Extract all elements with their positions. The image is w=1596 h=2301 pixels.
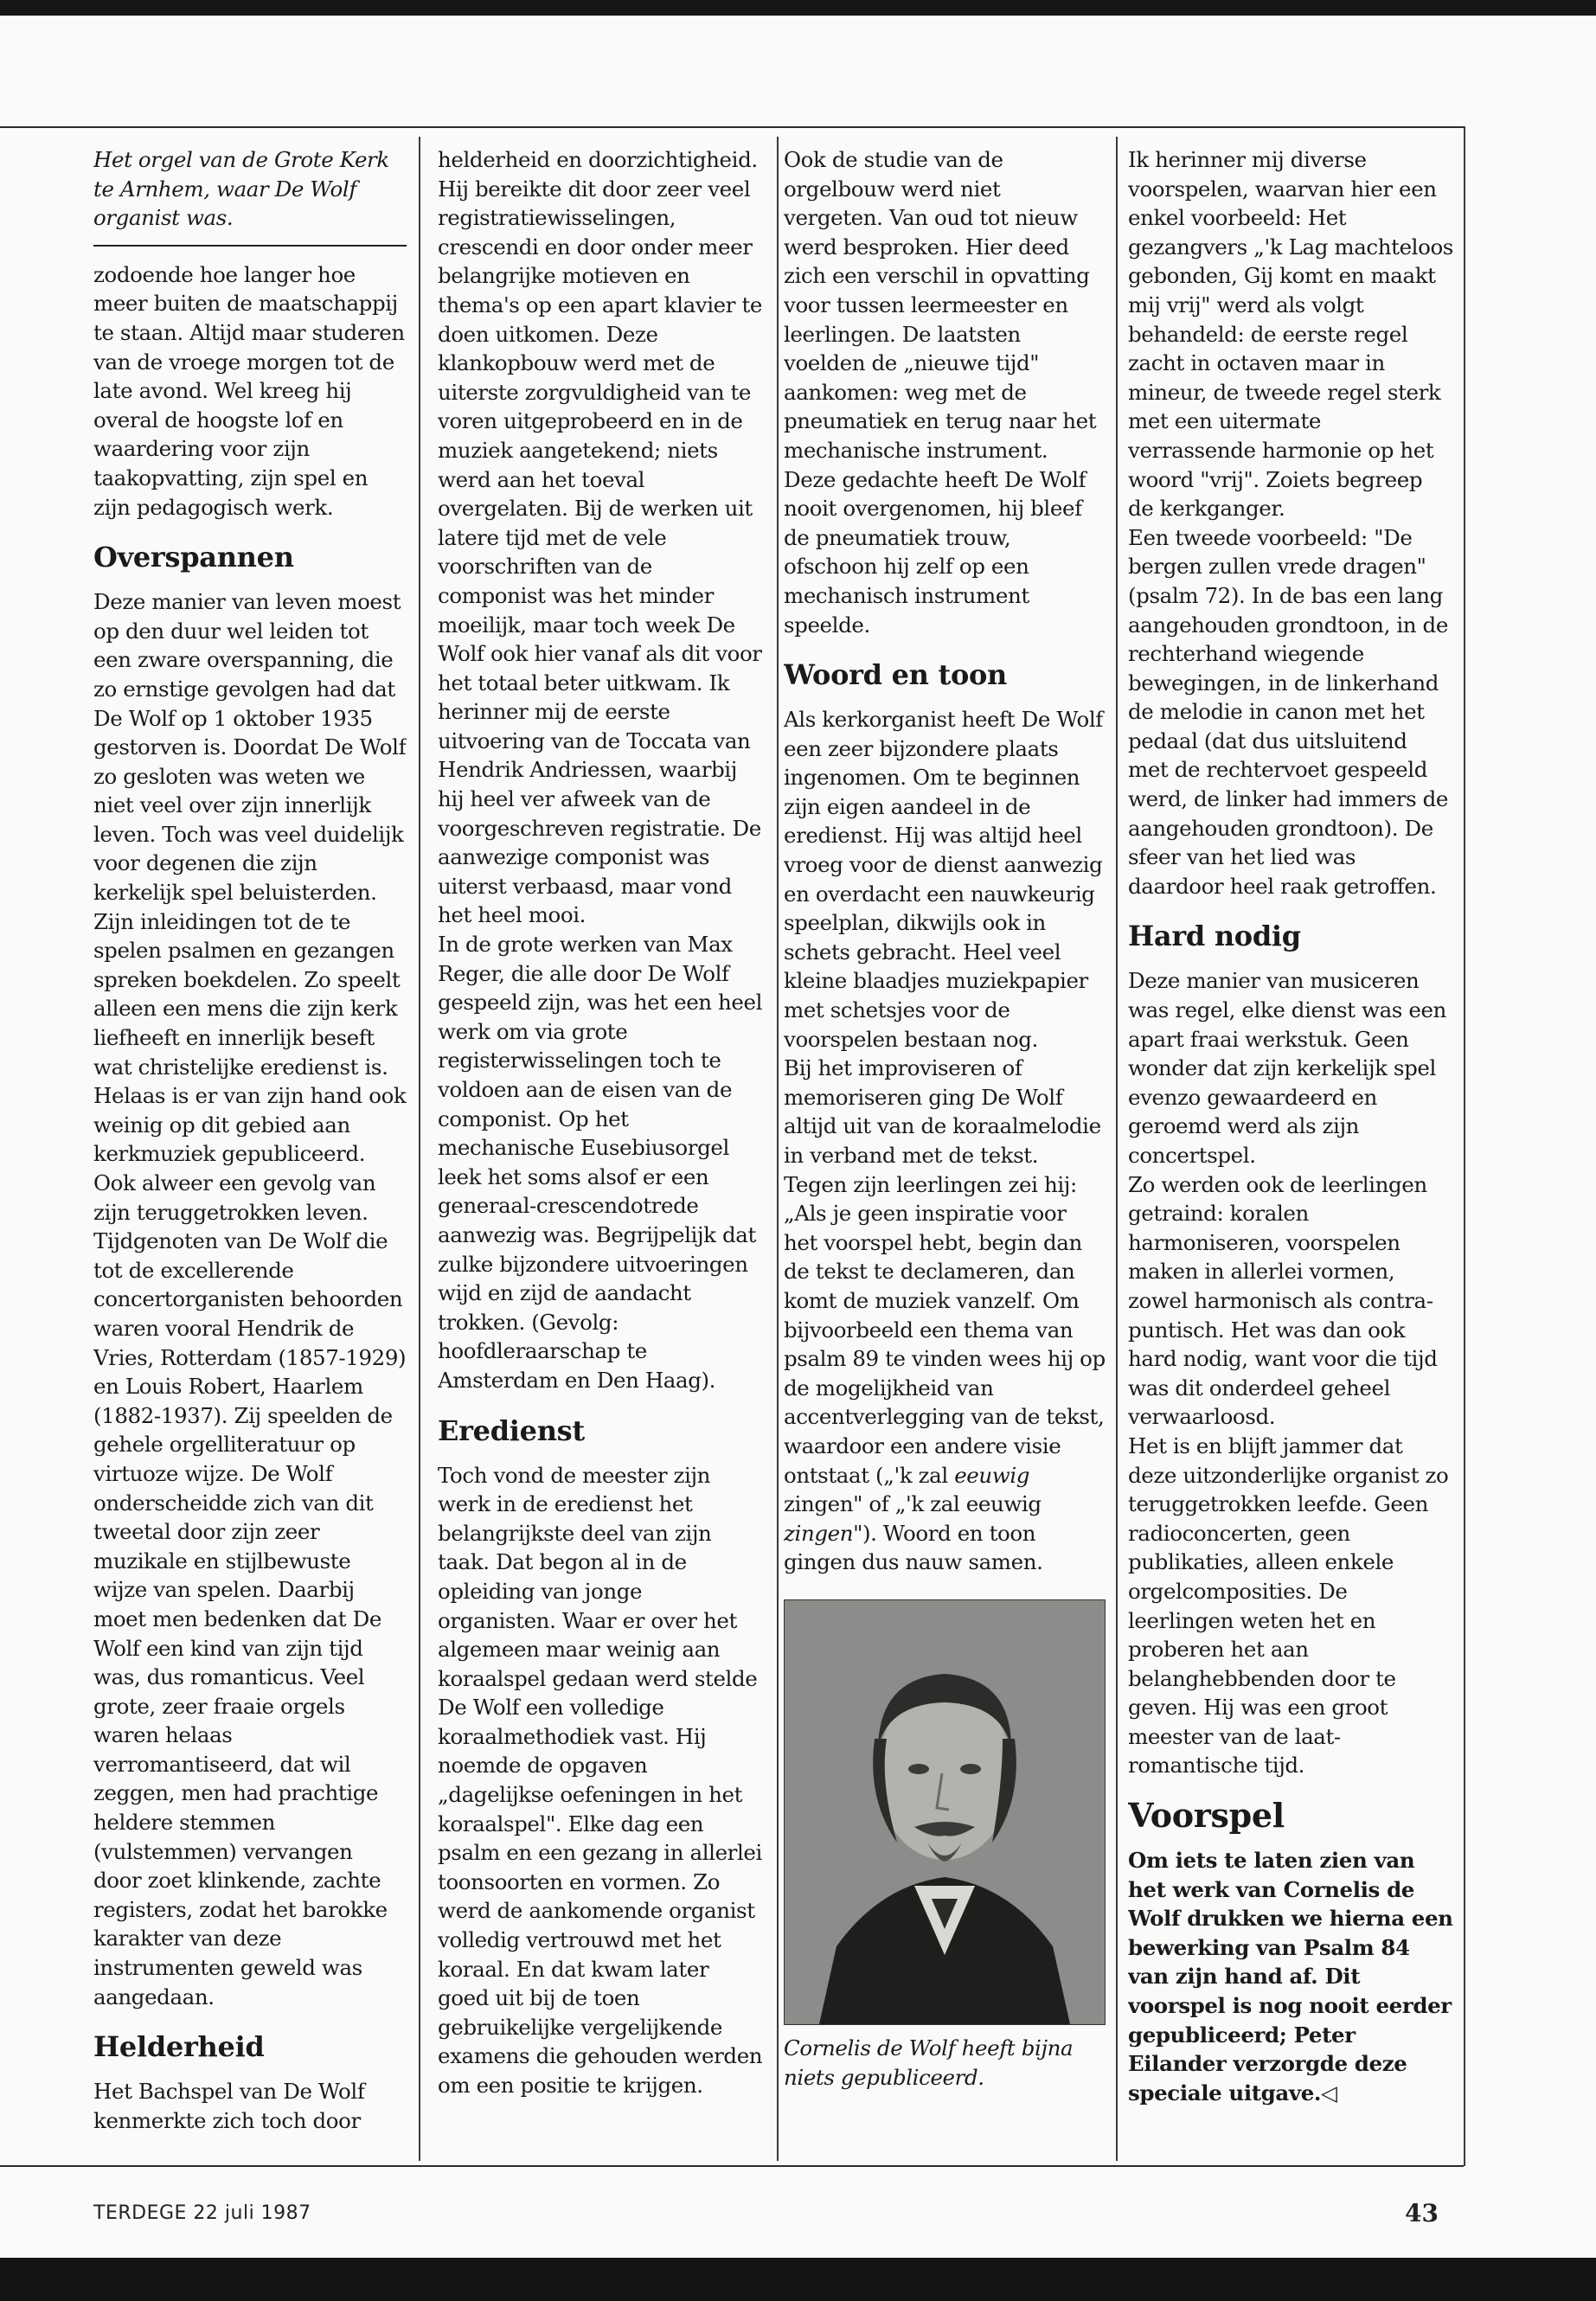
paragraph: Zo werden ook de leerlingen getraind: koralen harmoniseren, voorspelen maken in allerlei vormen, zowel harmonisch als contra-puntisch. Het was dan ook hard nodig, want voor die tijd was dit onderdeel geheel verwaarloosd. [1128, 1171, 1438, 1430]
paragraph-text: "). Woord en toon gingen dus nauw samen. [784, 1520, 1043, 1575]
paragraph: helderheid en doorzichtigheid. Hij bereikte dit door zeer veel registratiewisselingen, crescendi en door onder meer belangrijke motieven en thema's op een apart klavier te doen uitkomen. Deze klankopbouw werd met de uiterste zorgvuldigheid van te voren uitgeprobeerd en in de muziek aangetekend; niets werd aan het toeval overgelaten. Bij de werken uit latere tijd met de vele voorschriften van de componist was het minder moeilijk, maar toch week De Wolf ook hier vanaf als dit voor het totaal beter uitkwam. Ik herinner mij de eerste uitvoering van de Toccata van Hendrik Andriessen, waarbij hij heel ver afweek van de voorgeschreven registratie. De aanwezige componist was uiterst verbaasd, maar vond het heel mooi. [438, 147, 762, 928]
paragraph-text: Om iets te laten zien van het werk van Cornelis de Wolf drukken we hierna een bewerking van Psalm 84 van zijn hand af. Dit voorspel is nog nooit eerder gepubliceerd; Peter Eilander verzorgde deze speciale uitgave. [1128, 1848, 1453, 2106]
paragraph-text: Bij het improviseren of memoriseren ging De Wolf altijd uit van de koraalmelodie in verband met de tekst. Tegen zijn leerlingen zei hij: „Als je geen inspiratie voor het voorspel hebt, begin dan de tekst te declameren, dan komt de muziek vanzelf. Om bijvoorbeeld een thema van psalm 89 te vinden wees hij op de mogelijkheid van accentverlegging van de tekst, waardoor een andere visie ontstaat („'k zal [784, 1055, 1106, 1488]
footer-publication: TERDEGE 22 juli 1987 [93, 2202, 311, 2224]
article-column-2 [438, 145, 765, 2152]
paragraph: Ook de studie van de orgelbouw werd niet vergeten. Van oud tot nieuw werd besproken. Hier deed zich een verschil in opvatting voor tussen leermeester en leerlingen. De laatsten voelden de „nieuwe tijd" aankomen: weg met de pneumatiek en terug naar het mechanische instrument. Deze gedachte heeft De Wolf nooit overgenomen, hij bleef de pneumatiek trouw, ofschoon hij zelf op een mechanisch instrument speelde. [784, 147, 1097, 638]
paragraph: Het is en blijft jammer dat deze uitzonderlijke organist zo teruggetrokken leefde. Geen radioconcerten, geen publikaties, alleen enkele orgelcomposities. De leerlingen weten het en proberen het aan belanghebbenden door te geven. Hij was een groot meester van de laat-romantische tijd. [1128, 1433, 1449, 1779]
subheading-hard-nodig: Hard nodig [1128, 920, 1301, 953]
article-column-3 [784, 145, 1106, 2152]
end-mark-icon: ◁ [1321, 2080, 1337, 2106]
paragraph: Tijdgenoten van De Wolf die tot de excellerende concertorganisten behoorden waren vooral Hendrik de Vries, Rotterdam (1857-1929) en Louis Robert, Haarlem (1882-1937). Zij speelden de gehele orgelliteratuur op virtuoze wijze. De Wolf onderscheidde zich van dit tweetal door zijn zeer muzikale en stijlbewuste wijze van spelen. Daarbij moet men bedenken dat De Wolf een kind van zijn tijd was, dus romanticus. Veel grote, zeer fraaie orgels waren helaas verromantiseerd, dat wil zeggen, men had prachtige heldere stemmen (vulstemmen) vervangen door zoet klinkende, zachte registers, zodat het barokke karakter van deze instrumenten geweld was aangedaan. [93, 1228, 407, 2009]
subheading-overspannen: Overspannen [93, 541, 294, 574]
closing-paragraph [1128, 1846, 1453, 2107]
bottom-edge-bar [0, 2258, 1596, 2301]
article-column-1 [93, 145, 407, 2152]
subheading-woord-en-toon: Woord en toon [784, 658, 1007, 692]
portrait-illustration [785, 1600, 1105, 2024]
paragraph: Ik herinner mij diverse voorspelen, waarvan hier een enkel voorbeeld: Het gezangvers „'k Lag machteloos gebonden, Gij komt en maakt mij vrij" werd als volgt behandeld: de eerste regel zacht in octaven maar in mineur, de tweede regel sterk met een uitermate verrassende harmonie op het woord "vrij". Zoiets begreep de kerkganger. [1128, 147, 1453, 522]
column-rule-3 [1116, 137, 1118, 2161]
paragraph-text: zingen" of „'k zal eeuwig [784, 1491, 1042, 1517]
portrait-photo [784, 1599, 1106, 2025]
paragraph: Toch vond de meester zijn werk in de eredienst het belangrijkste deel van zijn taak. Dat begon al in de opleiding van jonge organisten. Waar er over het algemeen maar weinig aan koraalspel gedaan werd stelde De Wolf een volledige koraalmethodiek vast. Hij noemde de opgaven „dagelijkse oefeningen in het koraalspel". Elke dag een psalm en een gezang in allerlei toonsoorten en vormen. Zo werd de aankomende organist volledig vertrouwd met het koraal. En dat kwam later goed uit bij de toen gebruikelijke vergelijkende examens die gehouden werden om een positie te krijgen. [438, 1462, 763, 2098]
paragraph: zodoende hoe langer hoe meer buiten de maatschappij te staan. Altijd maar studeren van de vroege morgen tot de late avond. Wel kreeg hij overal de hoogste lof en waardering voor zijn taakopvatting, zijn spel en zijn pedagogisch werk. [93, 261, 405, 520]
emphasis: eeuwig [954, 1462, 1030, 1488]
emphasis: zingen [784, 1520, 854, 1546]
paragraph: In de grote werken van Max Reger, die alle door De Wolf gespeeld zijn, was het een heel werk om via grote registerwisselingen toch te voldoen aan de eisen van de componist. Op het mechanische Eusebiusorgel leek het soms alsof er een generaal-crescendotrede aanwezig was. Begrijpelijk dat zulke bijzondere uitvoeringen wijd en zijd de aandacht trokken. (Gevolg: hoofdleraarschap te Amsterdam en Den Haag). [438, 932, 763, 1393]
article-column-4 [1128, 145, 1453, 2152]
column-rule-2 [777, 137, 779, 2161]
subheading-helderheid: Helderheid [93, 2030, 265, 2064]
column-rule-1 [419, 137, 420, 2161]
paragraph: Het Bachspel van De Wolf kenmerkte zich toch door [93, 2079, 365, 2133]
top-edge-bar [0, 0, 1596, 16]
top-page-rule [0, 126, 1464, 128]
paragraph: Als kerkorganist heeft De Wolf een zeer bijzondere plaats ingenomen. Om te beginnen zijn eigen aandeel in de eredienst. Hij was altijd heel vroeg voor de dienst aanwezig en overdacht een nauwkeurig speelplan, dikwijls ook in schets gebracht. Heel veel kleine blaadjes muziekpapier met schetsjes voor de voorspelen bestaan nog. [784, 707, 1103, 1052]
paragraph: Deze manier van leven moest op den duur wel leiden tot een zware overspanning, die zo ernstige gevolgen had dat De Wolf op 1 oktober 1935 gestorven is. Doordat De Wolf zo gesloten was weten we niet veel over zijn innerlijk leven. Toch was veel duidelijk voor degenen die zijn kerkelijk spel beluisterden. Zijn inleidingen tot de te spelen psalmen en gezangen spreken boekdelen. Zo speelt alleen een mens die zijn kerk liefheeft en innerlijk beseft wat christelijke eredienst is. Helaas is er van zijn hand ook weinig op dit gebied aan kerkmuziek gepubliceerd. Ook alweer een gevolg van zijn teruggetrokken leven. [93, 589, 407, 1225]
organ-photo-caption: Het orgel van de Grote Kerk te Arnhem, waar De Wolf organist was. [93, 145, 407, 247]
magazine-page [0, 16, 1596, 2258]
page-number: 43 [1405, 2199, 1439, 2227]
right-page-rule [1464, 126, 1465, 2166]
paragraph: Een tweede voorbeeld: "De bergen zullen vrede dragen" (psalm 72). In de bas een lang aangehouden grondtoon, in de rechterhand wiegende bewegingen, in de linkerhand de melodie in canon met het pedaal (dat dus uitsluitend met de rechtervoet gespeeld werd, de linker had immers de aangehouden grondtoon). De sfeer van het lied was daardoor heel raak getroffen. [1128, 524, 1449, 899]
portrait-caption: Cornelis de Wolf heeft bijna niets gepubliceerd. [784, 2035, 1074, 2090]
paragraph [784, 1054, 1106, 1577]
subheading-voorspel: Voorspel [1128, 1796, 1285, 1836]
subheading-eredienst: Eredienst [438, 1413, 585, 1447]
paragraph: Deze manier van musiceren was regel, elke dienst was een apart fraai werkstuk. Geen wonder dat zijn kerkelijk spel evenzo gewaardeerd en geroemd werd als zijn concertspel. [1128, 968, 1446, 1168]
bottom-page-rule [0, 2165, 1464, 2167]
